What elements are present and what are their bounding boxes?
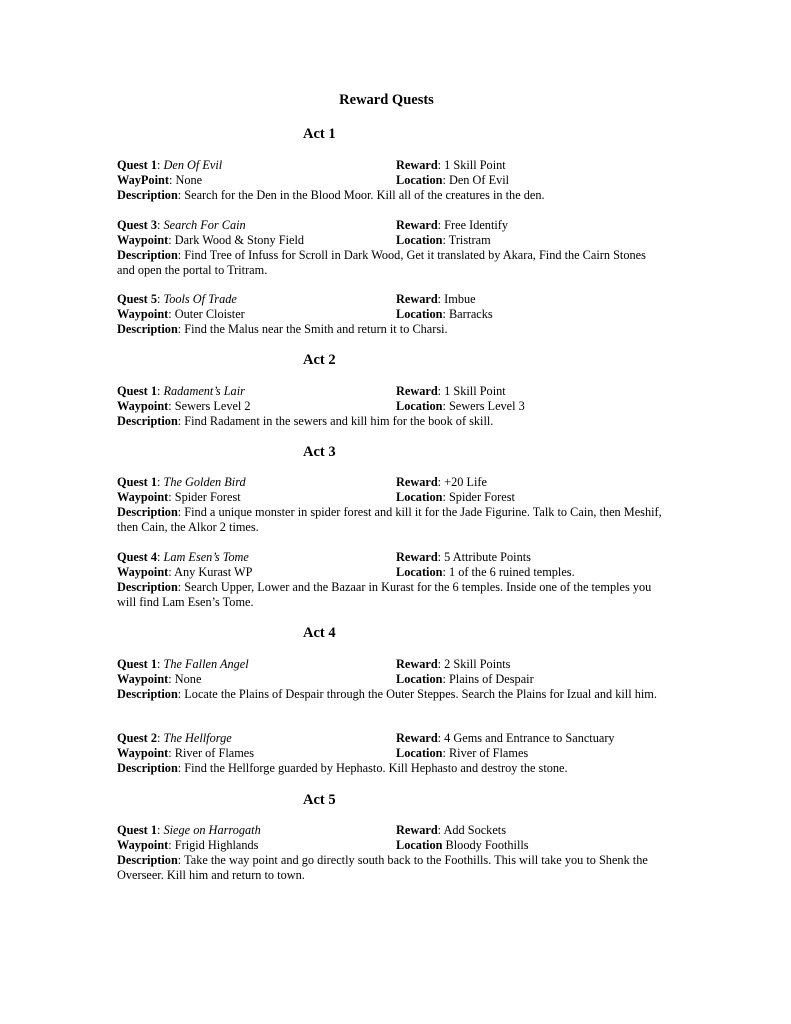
description-text: Search Upper, Lower and the Bazaar in Kurast for the 6 temples. Inside one of the temples you will find Lam Esen’s Tome. bbox=[117, 580, 652, 609]
waypoint-label: Waypoint bbox=[117, 490, 169, 504]
location-label: Location bbox=[396, 233, 443, 247]
reward-label: Reward bbox=[396, 657, 438, 671]
quest-number: 1 bbox=[150, 158, 157, 172]
waypoint-label: Waypoint bbox=[117, 399, 169, 413]
quest-name: Tools Of Trade bbox=[163, 292, 237, 306]
quest-line: Quest 1: Radament’s Lair bbox=[117, 384, 245, 398]
reward-label: Reward bbox=[396, 823, 438, 837]
reward-label: Reward bbox=[396, 218, 438, 232]
description-label: Description bbox=[117, 188, 178, 202]
quest-line: Quest 5: Tools Of Trade bbox=[117, 292, 237, 306]
waypoint-value: None bbox=[175, 173, 203, 187]
quest-label: Quest bbox=[117, 823, 148, 837]
description-label: Description bbox=[117, 248, 178, 262]
location-label: Location bbox=[396, 838, 443, 852]
location-value: Bloody Foothills bbox=[445, 838, 529, 852]
description-label: Description bbox=[117, 322, 178, 336]
location-label: Location bbox=[396, 672, 443, 686]
reward-line: Reward: 4 Gems and Entrance to Sanctuary bbox=[396, 731, 615, 745]
description-line: Description: Search for the Den in the Blood Moor. Kill all of the creatures in the den. bbox=[117, 188, 545, 202]
waypoint-label: Waypoint bbox=[117, 746, 169, 760]
waypoint-line: Waypoint: Sewers Level 2 bbox=[117, 399, 251, 413]
quest-line: Quest 1: Siege on Harrogath bbox=[117, 823, 261, 837]
description-text: Find the Malus near the Smith and return it to Charsi. bbox=[184, 322, 448, 336]
reward-value: Add Sockets bbox=[443, 823, 506, 837]
quest-number: 5 bbox=[150, 292, 157, 306]
location-label: Location bbox=[396, 565, 443, 579]
reward-line: Reward: 1 Skill Point bbox=[396, 384, 506, 398]
location-label: Location bbox=[396, 399, 443, 413]
waypoint-line: Waypoint: Any Kurast WP bbox=[117, 565, 253, 579]
location-value: Barracks bbox=[448, 307, 493, 321]
quest-number: 3 bbox=[150, 218, 157, 232]
reward-label: Reward bbox=[396, 158, 438, 172]
act-heading: Act 3 bbox=[303, 444, 336, 460]
location-label: Location bbox=[396, 746, 443, 760]
quest-number: 2 bbox=[150, 731, 157, 745]
reward-value: 4 Gems and Entrance to Sanctuary bbox=[444, 731, 615, 745]
reward-value: 1 Skill Point bbox=[444, 384, 506, 398]
description-text: Locate the Plains of Despair through the Outer Steppes. Search the Plains for Izual and kill him. bbox=[184, 687, 657, 701]
quest-label: Quest bbox=[117, 218, 148, 232]
waypoint-label: Waypoint bbox=[117, 672, 169, 686]
reward-label: Reward bbox=[396, 384, 438, 398]
quest-name: The Golden Bird bbox=[163, 475, 246, 489]
quest-name: Lam Esen’s Tome bbox=[163, 550, 249, 564]
description-label: Description bbox=[117, 761, 178, 775]
act-heading: Act 2 bbox=[303, 352, 336, 368]
reward-label: Reward bbox=[396, 475, 438, 489]
description-line: Description: Find Tree of Infuss for Scroll in Dark Wood, Get it translated by Akara, Find the Cairn Stones and open the portal to Tritram. bbox=[117, 248, 646, 277]
reward-line: Reward: Free Identify bbox=[396, 218, 509, 232]
quest-name: Den Of Evil bbox=[163, 158, 223, 172]
description-text: Find a unique monster in spider forest and kill it for the Jade Figurine. Talk to Cain, then Meshif, then Cain, the Alkor 2 times. bbox=[117, 505, 662, 534]
reward-value: Imbue bbox=[444, 292, 476, 306]
reward-line: Reward: Imbue bbox=[396, 292, 476, 306]
description-label: Description bbox=[117, 505, 178, 519]
waypoint-value: Dark Wood & Stony Field bbox=[174, 233, 305, 247]
quest-name: Siege on Harrogath bbox=[163, 823, 261, 837]
location-value: Den Of Evil bbox=[448, 173, 510, 187]
quest-number: 4 bbox=[150, 550, 157, 564]
waypoint-line: Waypoint: River of Flames bbox=[117, 746, 254, 760]
act-heading: Act 4 bbox=[303, 625, 336, 641]
quest-line: Quest 2: The Hellforge bbox=[117, 731, 232, 745]
waypoint-label: WayPoint bbox=[117, 173, 169, 187]
waypoint-label: Waypoint bbox=[117, 233, 169, 247]
quest-label: Quest bbox=[117, 657, 148, 671]
reward-line: Reward: 1 Skill Point bbox=[396, 158, 506, 172]
waypoint-value: River of Flames bbox=[174, 746, 254, 760]
location-value: River of Flames bbox=[448, 746, 529, 760]
quest-label: Quest bbox=[117, 292, 148, 306]
reward-value: 1 Skill Point bbox=[444, 158, 506, 172]
quest-number: 1 bbox=[150, 475, 157, 489]
location-line: Location: Barracks bbox=[396, 307, 493, 321]
description-line: Description: Take the way point and go directly south back to the Foothills. This will take you to Shenk the Overseer. Kill him and return to town. bbox=[117, 853, 648, 882]
location-line: Location: 1 of the 6 ruined temples. bbox=[396, 565, 575, 579]
location-value: Spider Forest bbox=[448, 490, 515, 504]
waypoint-value: None bbox=[174, 672, 202, 686]
page-title: Reward Quests bbox=[339, 92, 434, 108]
quest-label: Quest bbox=[117, 731, 148, 745]
quest-label: Quest bbox=[117, 475, 148, 489]
reward-value: Free Identify bbox=[444, 218, 509, 232]
location-line: Location: Spider Forest bbox=[396, 490, 515, 504]
act-heading: Act 5 bbox=[303, 792, 336, 808]
description-text: Find Radament in the sewers and kill him for the book of skill. bbox=[184, 414, 494, 428]
quest-label: Quest bbox=[117, 384, 148, 398]
quest-number: 1 bbox=[150, 823, 157, 837]
reward-line: Reward: Add Sockets bbox=[396, 823, 506, 837]
location-line: Location: River of Flames bbox=[396, 746, 529, 760]
quest-label: Quest bbox=[117, 550, 148, 564]
reward-value: 2 Skill Points bbox=[444, 657, 511, 671]
waypoint-line: Waypoint: Dark Wood & Stony Field bbox=[117, 233, 305, 247]
reward-line: Reward: 5 Attribute Points bbox=[396, 550, 531, 564]
location-value: 1 of the 6 ruined temples. bbox=[448, 565, 575, 579]
quest-label: Quest bbox=[117, 158, 148, 172]
reward-label: Reward bbox=[396, 292, 438, 306]
quest-line: Quest 1: The Fallen Angel bbox=[117, 657, 249, 671]
description-label: Description bbox=[117, 853, 178, 867]
description-text: Find the Hellforge guarded by Hephasto. Kill Hephasto and destroy the stone. bbox=[184, 761, 568, 775]
description-line: Description: Find the Malus near the Smith and return it to Charsi. bbox=[117, 322, 448, 336]
description-text: Find Tree of Infuss for Scroll in Dark Wood, Get it translated by Akara, Find the Cairn Stones and open the portal to Tritram. bbox=[117, 248, 646, 277]
location-line bbox=[396, 838, 529, 853]
quest-line: Quest 3: Search For Cain bbox=[117, 218, 246, 232]
description-line: Description: Find Radament in the sewers and kill him for the book of skill. bbox=[117, 414, 494, 428]
quest-name: Radament’s Lair bbox=[163, 384, 245, 398]
description-line: Description: Locate the Plains of Despair through the Outer Steppes. Search the Plains for Izual and kill him. bbox=[117, 687, 657, 701]
reward-label: Reward bbox=[396, 550, 438, 564]
description-label: Description bbox=[117, 580, 178, 594]
waypoint-label: Waypoint bbox=[117, 838, 169, 852]
act-heading: Act 1 bbox=[303, 126, 336, 142]
description-line: Description: Find the Hellforge guarded by Hephasto. Kill Hephasto and destroy the stone. bbox=[117, 761, 568, 775]
location-line: Location: Den Of Evil bbox=[396, 173, 510, 187]
location-line: Location: Sewers Level 3 bbox=[396, 399, 525, 413]
description-text: Search for the Den in the Blood Moor. Kill all of the creatures in the den. bbox=[184, 188, 545, 202]
quest-line: Quest 4: Lam Esen’s Tome bbox=[117, 550, 249, 564]
reward-line: Reward: +20 Life bbox=[396, 475, 487, 489]
quest-name: Search For Cain bbox=[163, 218, 246, 232]
location-value: Sewers Level 3 bbox=[448, 399, 525, 413]
location-value: Tristram bbox=[448, 233, 491, 247]
location-label: Location bbox=[396, 173, 443, 187]
quest-name: The Hellforge bbox=[163, 731, 232, 745]
reward-label: Reward bbox=[396, 731, 438, 745]
location-label: Location bbox=[396, 307, 443, 321]
waypoint-line: WayPoint: None bbox=[117, 173, 203, 187]
waypoint-label: Waypoint bbox=[117, 565, 169, 579]
location-line: Location: Tristram bbox=[396, 233, 491, 247]
waypoint-line: Waypoint: None bbox=[117, 672, 202, 686]
waypoint-label: Waypoint bbox=[117, 307, 169, 321]
description-line: Description: Search Upper, Lower and the Bazaar in Kurast for the 6 temples. Inside one of the temples you will find Lam Esen’s Tome. bbox=[117, 580, 652, 609]
waypoint-value: Outer Cloister bbox=[174, 307, 245, 321]
waypoint-line: Waypoint: Frigid Highlands bbox=[117, 838, 259, 852]
waypoint-line: Waypoint: Outer Cloister bbox=[117, 307, 245, 321]
quest-number: 1 bbox=[150, 384, 157, 398]
reward-value: 5 Attribute Points bbox=[444, 550, 531, 564]
reward-value: +20 Life bbox=[444, 475, 487, 489]
description-label: Description bbox=[117, 687, 178, 701]
quest-number: 1 bbox=[150, 657, 157, 671]
waypoint-value: Frigid Highlands bbox=[174, 838, 259, 852]
quest-name: The Fallen Angel bbox=[163, 657, 249, 671]
waypoint-value: Spider Forest bbox=[174, 490, 241, 504]
location-label: Location bbox=[396, 490, 443, 504]
location-line: Location: Plains of Despair bbox=[396, 672, 534, 686]
description-text: Take the way point and go directly south back to the Foothills. This will take you to Shenk the Overseer. Kill him and return to town. bbox=[117, 853, 648, 882]
waypoint-line: Waypoint: Spider Forest bbox=[117, 490, 241, 504]
location-value: Plains of Despair bbox=[448, 672, 534, 686]
description-label: Description bbox=[117, 414, 178, 428]
quest-line: Quest 1: The Golden Bird bbox=[117, 475, 246, 489]
waypoint-value: Sewers Level 2 bbox=[174, 399, 251, 413]
description-line: Description: Find a unique monster in spider forest and kill it for the Jade Figurine. Talk to Cain, then Meshif, then Cain, the Alkor 2 times. bbox=[117, 505, 662, 534]
reward-line: Reward: 2 Skill Points bbox=[396, 657, 511, 671]
quest-line: Quest 1: Den Of Evil bbox=[117, 158, 223, 172]
waypoint-value: Any Kurast WP bbox=[174, 565, 253, 579]
